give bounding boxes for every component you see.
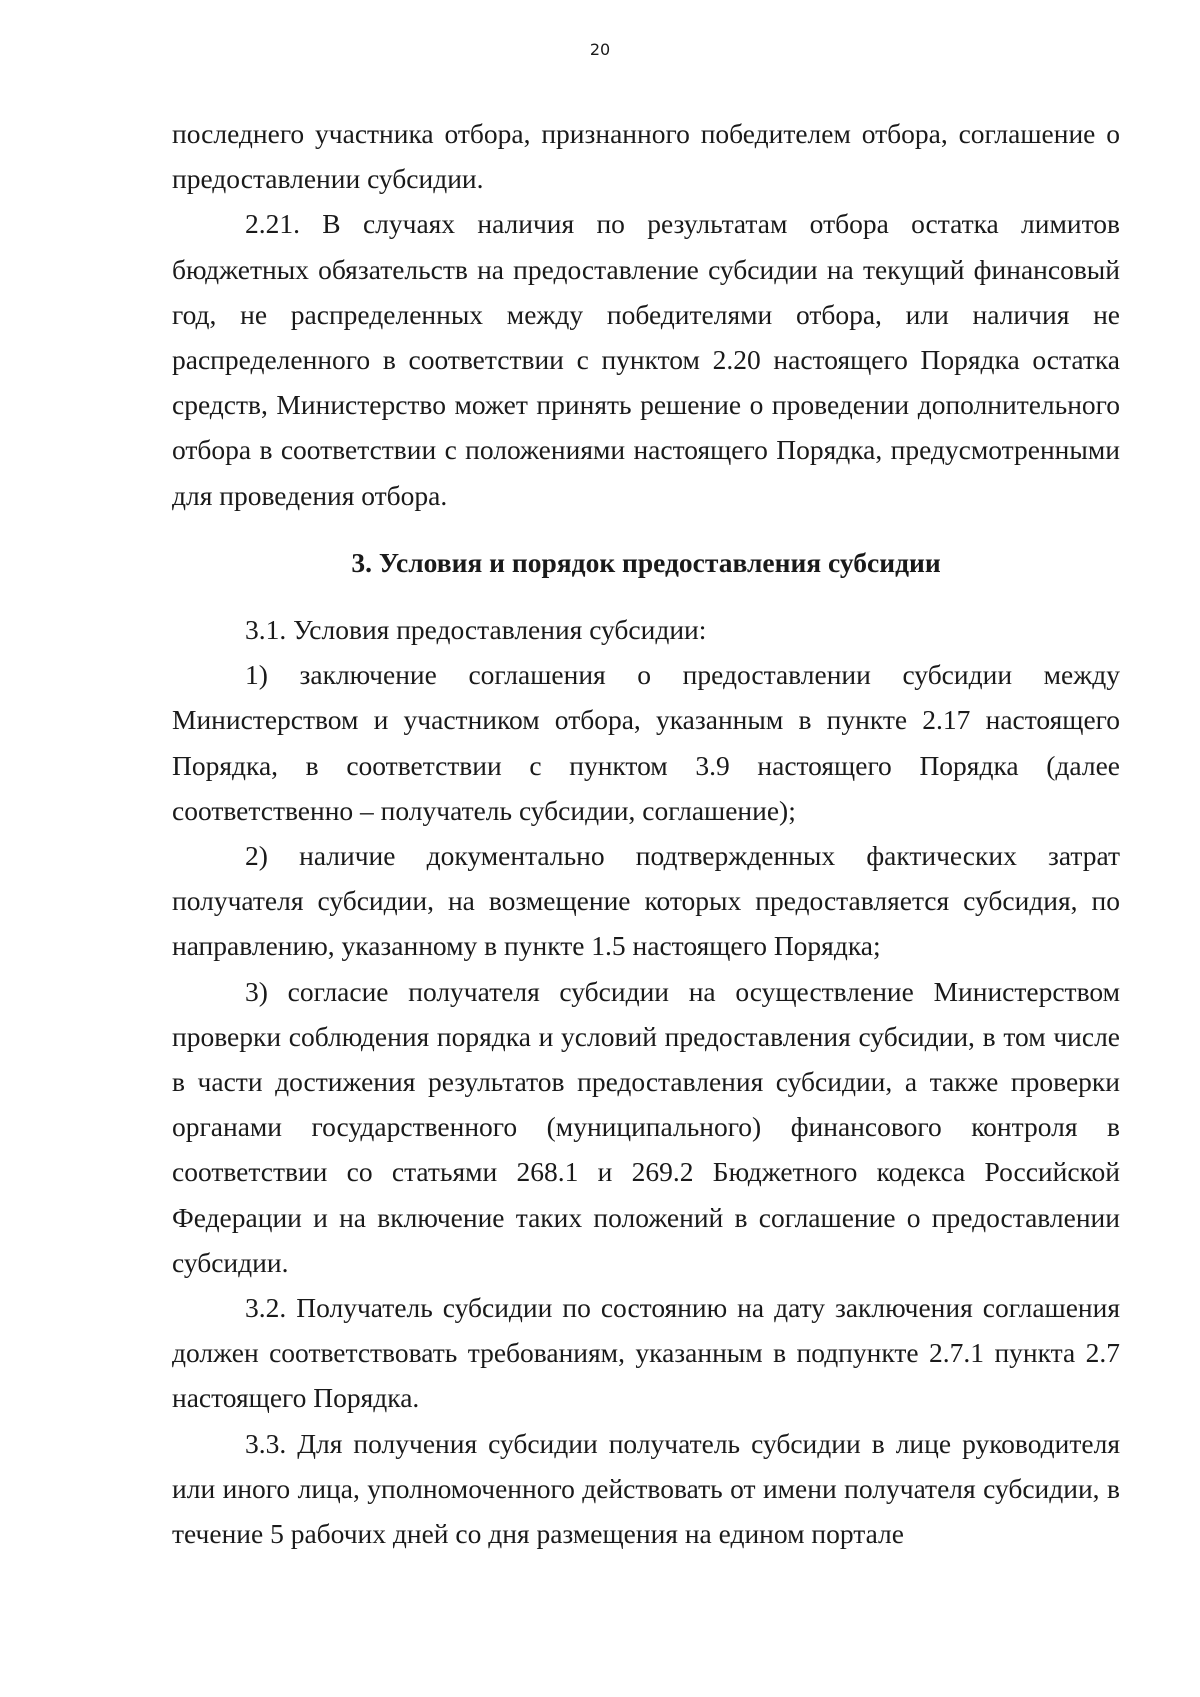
paragraph-3-2: 3.2. Получатель субсидии по состоянию на дату заключения соглашения должен соответствовать требованиям, указанным в подпункте 2.7.1 пункта 2.7 настоящего Порядка. — [172, 1292, 1120, 1414]
paragraph-2-21: 2.21. В случаях наличия по результатам отбора остатка лимитов бюджетных обязательств на предоставление субсидии на текущий финансовый год, не распределенных между победителями отбора, или наличия не распределенного в соответствии с пунктом 2.20 настоящего Порядка остатка средств, Министерство может принять решение о проведении дополнительного отбора в соответствии с положениями настоящего Порядка, предусмотренными для проведения отбора. — [172, 208, 1120, 511]
document-body — [172, 111, 1120, 1556]
paragraph-3-3: 3.3. Для получения субсидии получатель субсидии в лице руководителя или иного лица, уполномоченного действовать от имени получателя субсидии, в течение 5 рабочих дней со дня размещения на едином портале — [172, 1427, 1120, 1550]
paragraph-3-1-item-1: 1) заключение соглашения о предоставлении субсидии между Министерством и участником отбора, указанным в пункте 2.17 настоящего Порядка, в соответствии с пунктом 3.9 настоящего Порядка (далее соответственно – получатель субсидии, соглашение); — [172, 659, 1120, 826]
section-heading: 3. Условия и порядок предоставления субсидии — [351, 546, 941, 578]
paragraph-3-1-item-3: 3) согласие получателя субсидии на осуществление Министерством проверки соблюдения порядка и условий предоставления субсидии, в том числе в части достижения результатов предоставления субсидии, а также проверки органами государственного (муниципального) финансового контроля в соответствии со статьями 268.1 и 269.2 Бюджетного кодекса Российской Федерации и на включение таких положений в соглашение о предоставлении субсидии. — [172, 975, 1120, 1278]
paragraph-3-1: 3.1. Условия предоставления субсидии: — [245, 614, 707, 646]
page-number: 20 — [589, 40, 611, 59]
paragraph-3-1-item-2: 2) наличие документально подтвержденных фактических затрат получателя субсидии, на возмещение которых предоставляется субсидия, по направлению, указанному в пункте 1.5 настоящего Порядка; — [172, 840, 1120, 962]
paragraph-continuation: последнего участника отбора, признанного победителем отбора, соглашение о предоставлении субсидии. — [172, 118, 1120, 195]
